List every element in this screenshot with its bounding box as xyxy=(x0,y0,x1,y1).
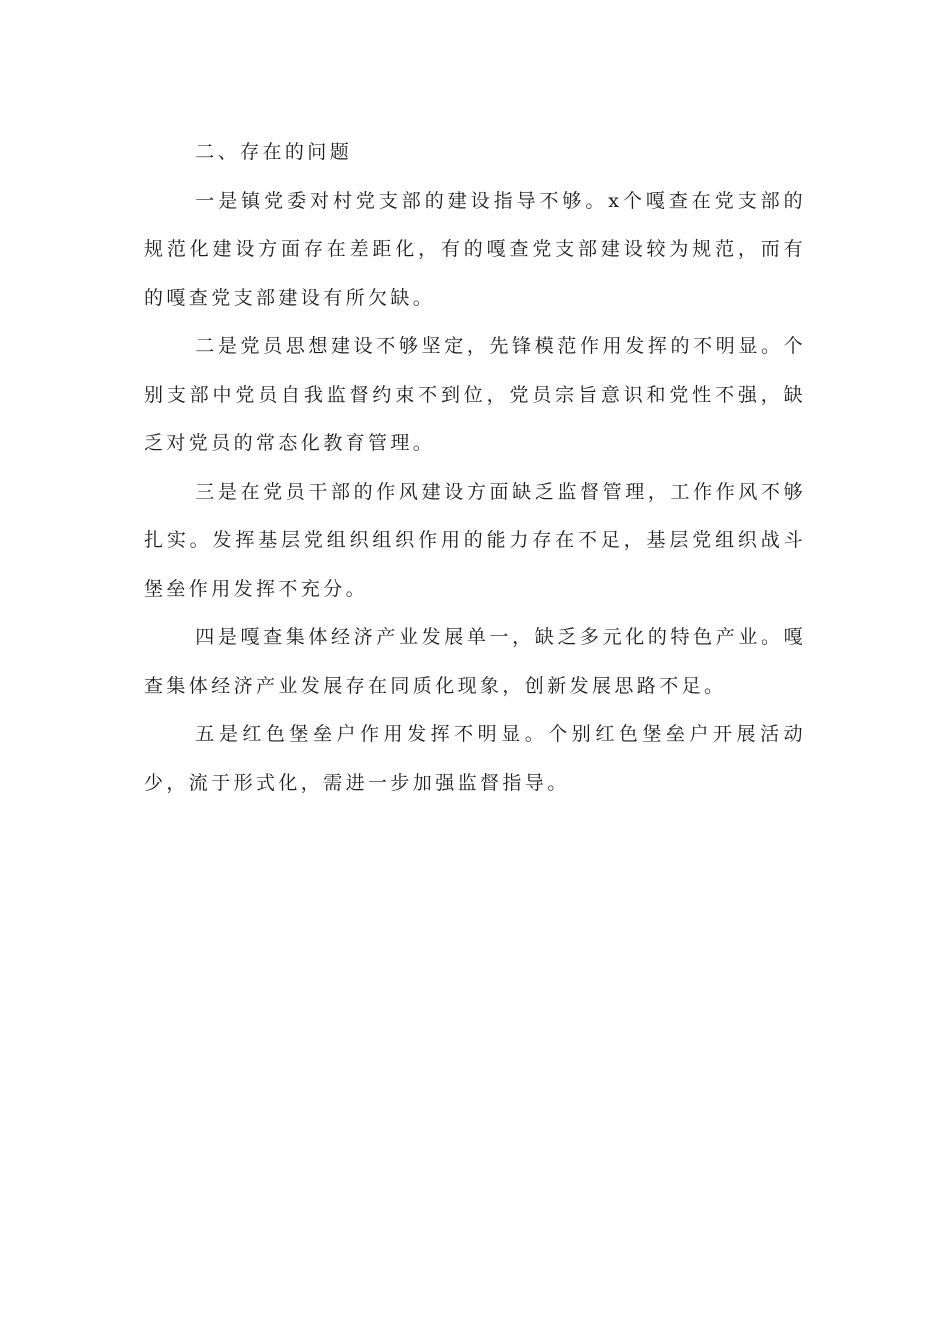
paragraph-5: 五是红色堡垒户作用发挥不明显。个别红色堡垒户开展活动少，流于形式化，需进一步加强监督指导。 xyxy=(144,723,806,794)
document-body xyxy=(144,128,806,807)
paragraph-1: 一是镇党委对村党支部的建设指导不够。x个嘎查在党支部的规范化建设方面存在差距化，有的嘎查党支部建设较为规范，而有的嘎查党支部建设有所欠缺。 xyxy=(144,189,806,309)
paragraph-2: 二是党员思想建设不够坚定，先锋模范作用发挥的不明显。个别支部中党员自我监督约束不到位，党员宗旨意识和党性不强，缺乏对党员的常态化教育管理。 xyxy=(144,335,806,454)
paragraph-3: 三是在党员干部的作风建设方面缺乏监督管理，工作作风不够扎实。发挥基层党组织组织作用的能力存在不足，基层党组织战斗堡垒作用发挥不充分。 xyxy=(144,480,806,600)
section-heading: 二、存在的问题 xyxy=(195,141,353,163)
paragraph-4: 四是嘎查集体经济产业发展单一，缺乏多元化的特色产业。嘎查集体经济产业发展存在同质化现象，创新发展思路不足。 xyxy=(144,626,806,697)
